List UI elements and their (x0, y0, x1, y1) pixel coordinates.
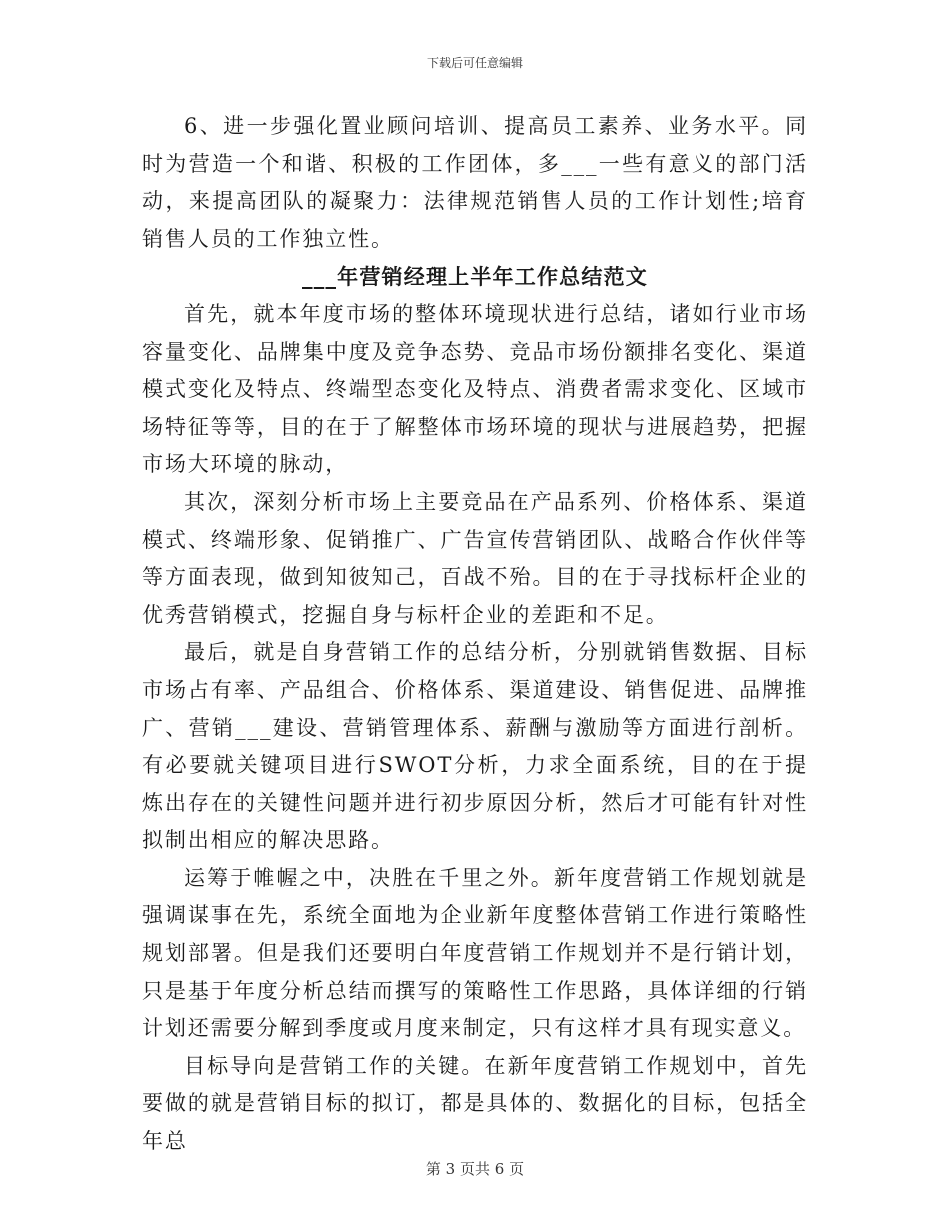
paragraph-item-6: 6、进一步强化置业顾问培训、提高员工素养、业务水平。同时为营造一个和谐、积极的工作团体，多___一些有意义的部门活动，来提高团队的凝聚力：法律规范销售人员的工作计划性;培育销售人员的工作独立性。 (142, 114, 808, 251)
paragraph-planning: 运筹于帷幄之中，决胜在千里之外。新年度营销工作规划就是强调谋事在先，系统全面地为企业新年度整体营销工作进行策略性规划部署。但是我们还要明白年度营销工作规划并不是行销计划，只是基于年度分析总结而撰写的策略性工作思路，具体详细的行销计划还需要分解到季度或月度来制定，只有这样才具有现实意义。 (142, 865, 808, 1041)
document-title: ___年营销经理上半年工作总结范文 (302, 264, 648, 290)
page-number: 第 3 页共 6 页 (425, 1160, 525, 1178)
paragraph-second: 其次，深刻分析市场上主要竞品在产品系列、价格体系、渠道模式、终端形象、促销推广、广告宣传营销团队、战略合作伙伴等等方面表现，做到知彼知己，百战不殆。目的在于寻找标杆企业的优秀营销模式，挖掘自身与标杆企业的差距和不足。 (142, 489, 808, 627)
document-body (142, 108, 808, 1161)
paragraph-third: 最后，就是自身营销工作的总结分析，分别就销售数据、目标市场占有率、产品组合、价格体系、渠道建设、销售促进、品牌推广、营销___建设、营销管理体系、薪酬与激励等方面进行剖析。有必要就关键项目进行SWOT分析，力求全面系统，目的在于提炼出存在的关键性问题并进行初步原因分析，然后才可能有针对性拟制出相应的解决思路。 (142, 640, 808, 853)
header-note: 下载后可任意编辑 (426, 56, 523, 70)
paragraph-goals: 目标导向是营销工作的关键。在新年度营销工作规划中，首先要做的就是营销目标的拟订，都是具体的、数据化的目标，包括全年总 (142, 1053, 808, 1154)
paragraph-first: 首先，就本年度市场的整体环境现状进行总结，诸如行业市场容量变化、品牌集中度及竞争态势、竞品市场份额排名变化、渠道模式变化及特点、终端型态变化及特点、消费者需求变化、区域市场特征等等，目的在于了解整体市场环境的现状与进展趋势，把握市场大环境的脉动， (142, 301, 808, 477)
